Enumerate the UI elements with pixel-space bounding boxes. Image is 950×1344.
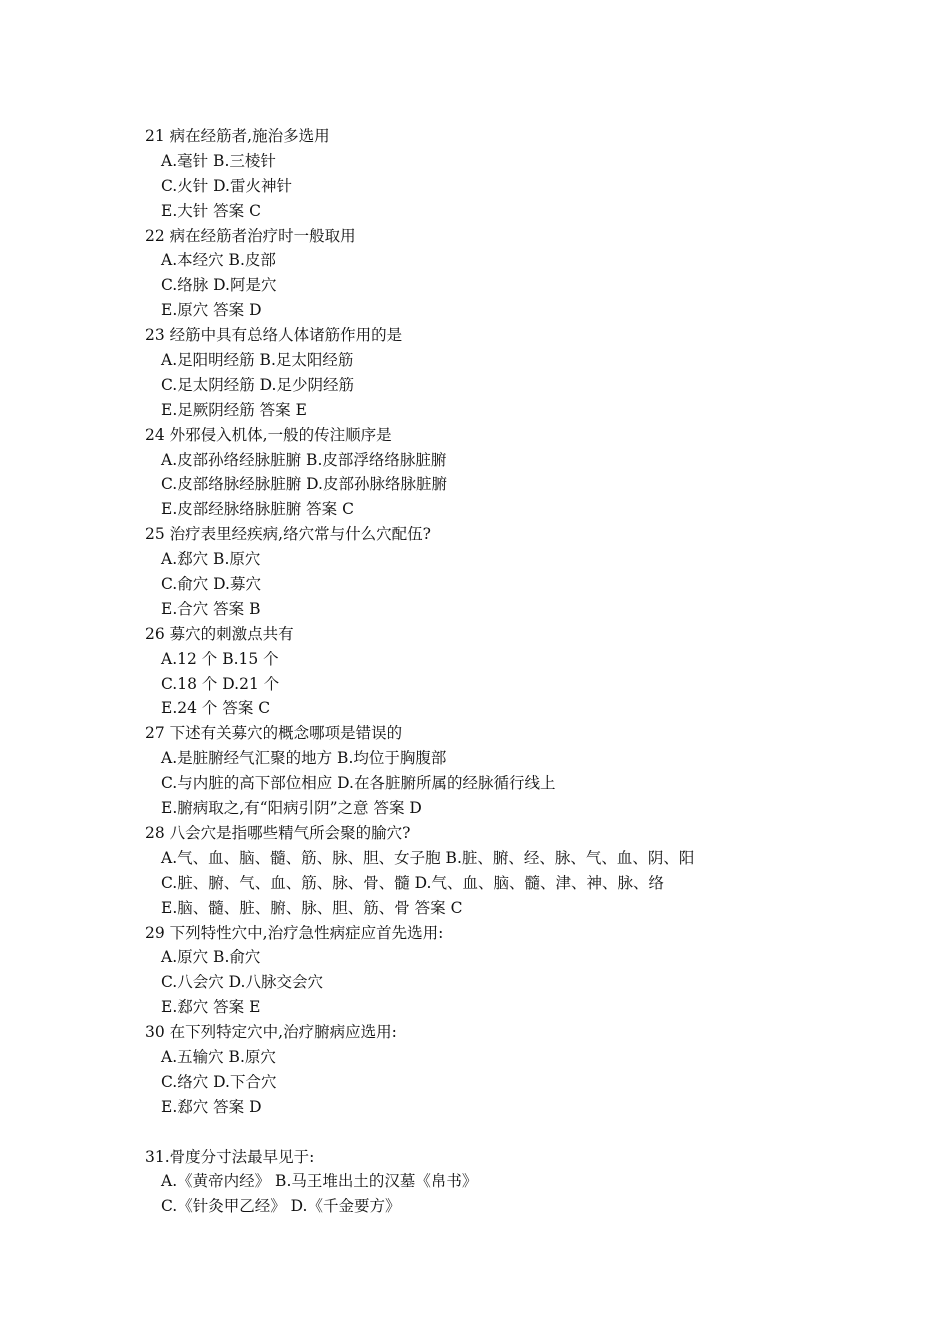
question-options: E.郄穴 答案 E (161, 998, 261, 1017)
question-stem: 26 募穴的刺激点共有 (145, 624, 294, 643)
question-options: A.原穴 B.俞穴 (161, 948, 261, 967)
question-options: A.五输穴 B.原穴 (161, 1047, 276, 1066)
question-options: E.脑、髓、脏、腑、脉、胆、筋、骨 答案 C (161, 898, 463, 917)
question-options: C.《针灸甲乙经》 D.《千金要方》 (161, 1197, 401, 1216)
question-options: A.气、血、脑、髓、筋、脉、胆、女子胞 B.脏、腑、经、脉、气、血、阴、阳 (161, 848, 695, 867)
question-options: E.腑病取之,有“阳病引阴”之意 答案 D (161, 799, 422, 818)
question-stem: 23 经筋中具有总络人体诸筋作用的是 (145, 326, 403, 345)
question-options: C.皮部络脉经脉脏腑 D.皮部孙脉络脉脏腑 (161, 475, 447, 494)
question-options: A.是脏腑经气汇聚的地方 B.均位于胸腹部 (161, 749, 447, 768)
question-options: C.火针 D.雷火神针 (161, 176, 292, 195)
question-options: C.脏、腑、气、血、筋、脉、骨、髓 D.气、血、脑、髓、津、神、脉、络 (161, 873, 664, 892)
question-stem: 28 八会穴是指哪些精气所会聚的腧穴? (145, 823, 411, 842)
blank-spacer (145, 1120, 845, 1145)
question-options: E.郄穴 答案 D (161, 1097, 262, 1116)
question-options: C.18 个 D.21 个 (161, 674, 280, 693)
question-options: C.络脉 D.阿是穴 (161, 276, 277, 295)
question-options: C.俞穴 D.募穴 (161, 575, 261, 594)
question-stem: 27 下述有关募穴的概念哪项是错误的 (145, 724, 403, 743)
question-options: A.12 个 B.15 个 (161, 649, 279, 668)
question-options: E.皮部经脉络脉脏腑 答案 C (161, 500, 354, 519)
question-options: A.本经穴 B.皮部 (161, 251, 276, 270)
question-options: C.八会穴 D.八脉交会穴 (161, 973, 323, 992)
question-options: C.络穴 D.下合穴 (161, 1072, 277, 1091)
question-options: A.毫针 B.三棱针 (161, 151, 276, 170)
question-options: C.足太阴经筋 D.足少阴经筋 (161, 375, 354, 394)
question-options: A.足阳明经筋 B.足太阳经筋 (161, 351, 354, 370)
question-options: E.原穴 答案 D (161, 301, 262, 320)
document-page (145, 124, 845, 1219)
question-stem: 22 病在经筋者治疗时一般取用 (145, 226, 356, 245)
question-stem: 31.骨度分寸法最早见于: (145, 1147, 315, 1166)
question-stem: 21 病在经筋者,施治多选用 (145, 127, 330, 145)
question-options: A.《黄帝内经》 B.马王堆出土的汉墓《帛书》 (161, 1172, 478, 1191)
question-options: C.与内脏的高下部位相应 D.在各脏腑所属的经脉循行线上 (161, 774, 556, 793)
question-stem: 29 下列特性穴中,治疗急性病症应首先选用: (145, 923, 444, 942)
question-options: A.皮部孙络经脉脏腑 B.皮部浮络络脉脏腑 (161, 450, 447, 469)
question-options: A.郄穴 B.原穴 (161, 550, 261, 569)
question-stem: 24 外邪侵入机体,一般的传注顺序是 (145, 425, 392, 444)
question-options: E.24 个 答案 C (161, 699, 271, 718)
question-stem: 25 治疗表里经疾病,络穴常与什么穴配伍? (145, 525, 431, 544)
question-stem: 30 在下列特定穴中,治疗腑病应选用: (145, 1023, 397, 1042)
question-options: E.大针 答案 C (161, 201, 261, 220)
question-options: E.合穴 答案 B (161, 599, 261, 618)
question-options: E.足厥阴经筋 答案 E (161, 400, 307, 419)
